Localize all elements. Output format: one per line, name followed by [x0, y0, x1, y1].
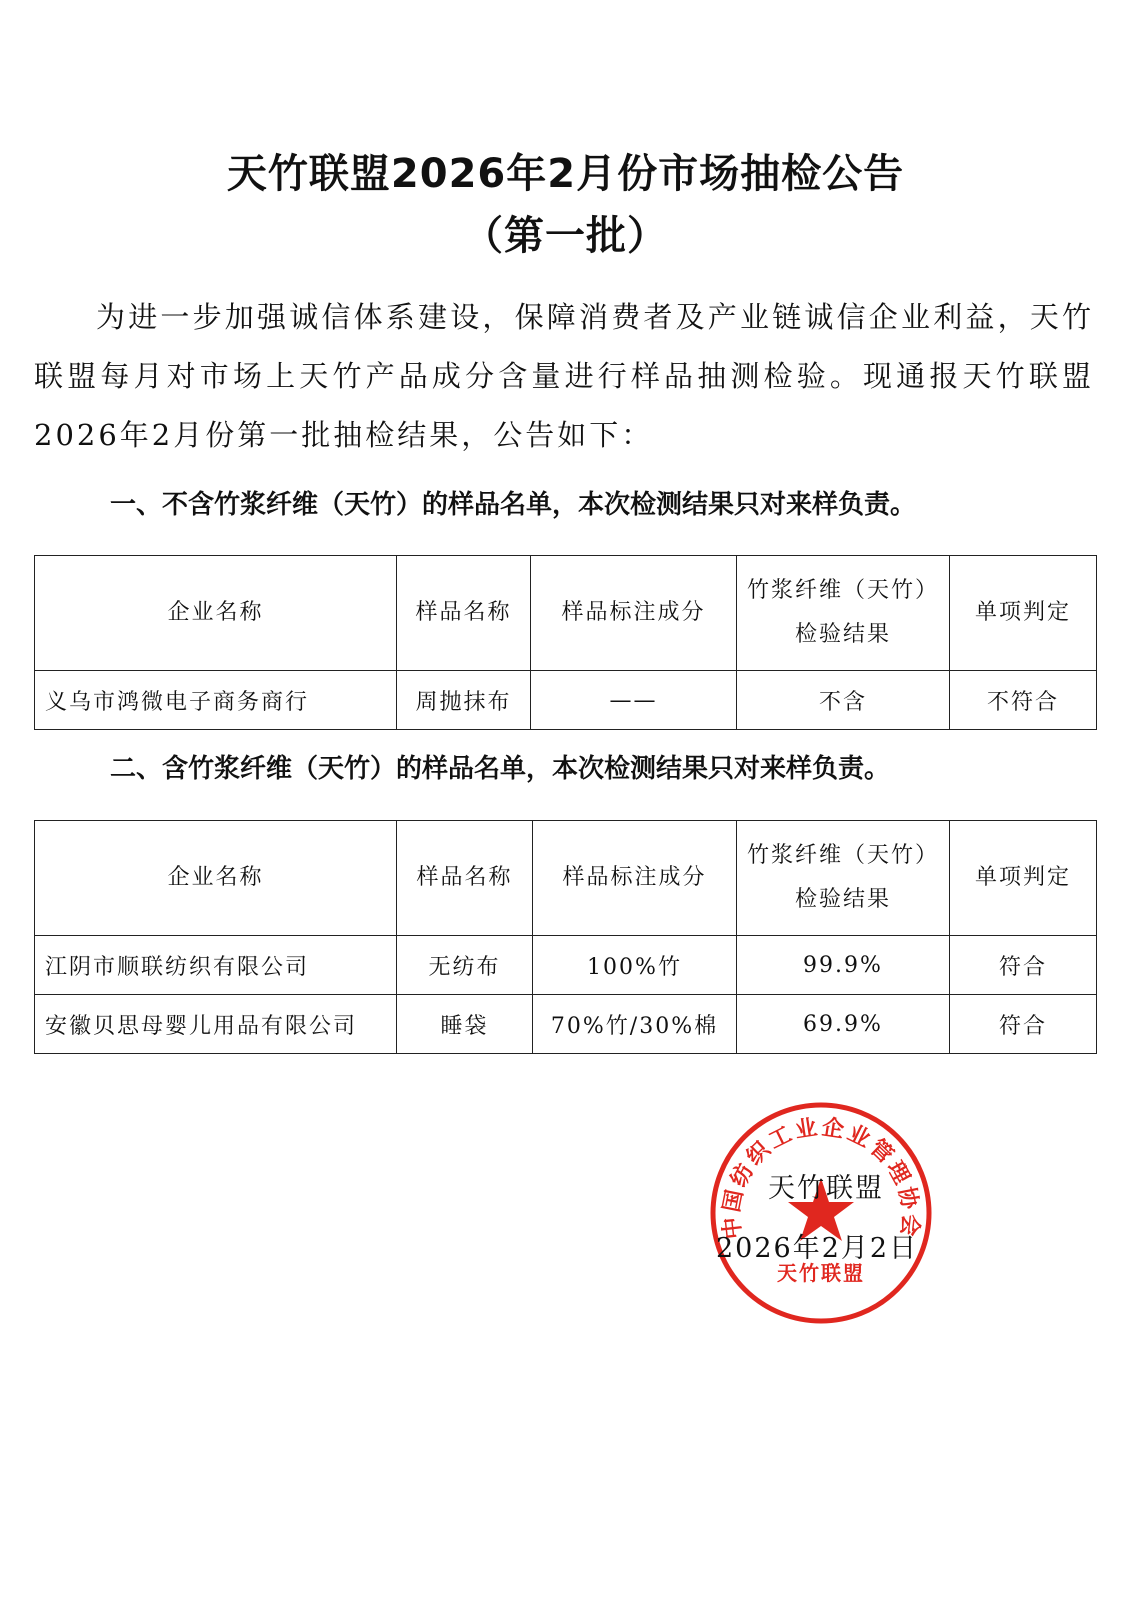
table-row: [35, 671, 1097, 730]
header-labeled: 样品标注成分: [533, 821, 737, 936]
header-company: 企业名称: [35, 821, 397, 936]
cell-labeled: ——: [531, 671, 737, 730]
page-title: 天竹联盟2026年2月份市场抽检公告: [226, 151, 905, 197]
header-verdict: 单项判定: [950, 821, 1097, 936]
official-seal-icon: [708, 1100, 934, 1326]
header-company: 企业名称: [35, 556, 397, 671]
intro-paragraph: 为进一步加强诚信体系建设，保障消费者及产业链诚信企业利益，天竹联盟每月对市场上天竹产品成分含量进行样品抽测检验。现通报天竹联盟2026年2月份第一批抽检结果，公告如下：: [34, 300, 1094, 452]
cell-verdict: 符合: [950, 936, 1097, 995]
header-result-line1: 竹浆纤维（天竹）: [746, 843, 939, 868]
table-header-row: [35, 821, 1097, 936]
cell-labeled: 70%竹/30%棉: [533, 995, 737, 1054]
cell-sample: 无纺布: [397, 936, 533, 995]
page-subtitle: （第一批）: [463, 213, 668, 259]
results-table-no-bamboo: [34, 555, 1097, 730]
cell-result: 99.9%: [737, 936, 950, 995]
table-row: [35, 995, 1097, 1054]
table-row: [35, 936, 1097, 995]
svg-text:中国纺织工业企业管理协会: 中国纺织工业企业管理协会: [719, 1115, 923, 1241]
section-heading-2: 二、含竹浆纤维（天竹）的样品名单，本次检测结果只对来样负责。: [110, 754, 891, 784]
header-result: [737, 556, 950, 671]
cell-company: 安徽贝思母婴儿用品有限公司: [35, 995, 397, 1054]
header-sample: 样品名称: [397, 556, 531, 671]
cell-company: 江阴市顺联纺织有限公司: [35, 936, 397, 995]
cell-company: 义乌市鸿微电子商务商行: [35, 671, 397, 730]
cell-labeled: 100%竹: [533, 936, 737, 995]
cell-verdict: 符合: [950, 995, 1097, 1054]
header-result: [737, 821, 950, 936]
table-header-row: [35, 556, 1097, 671]
header-result-line2: 检验结果: [794, 622, 891, 647]
cell-result: 不含: [737, 671, 950, 730]
results-table-bamboo: [34, 820, 1097, 1054]
cell-sample: 睡袋: [397, 995, 533, 1054]
header-result-line1: 竹浆纤维（天竹）: [746, 578, 939, 603]
signature-organization: 天竹联盟: [768, 1173, 884, 1204]
cell-verdict: 不符合: [950, 671, 1097, 730]
header-verdict: 单项判定: [950, 556, 1097, 671]
svg-text:天竹联盟: 天竹联盟: [777, 1261, 865, 1285]
section-heading-1: 一、不含竹浆纤维（天竹）的样品名单，本次检测结果只对来样负责。: [110, 490, 917, 520]
header-result-line2: 检验结果: [794, 887, 891, 912]
header-labeled: 样品标注成分: [531, 556, 737, 671]
signature-date: 2026年2月2日: [716, 1233, 919, 1264]
cell-sample: 周抛抹布: [397, 671, 531, 730]
cell-result: 69.9%: [737, 995, 950, 1054]
header-sample: 样品名称: [397, 821, 533, 936]
